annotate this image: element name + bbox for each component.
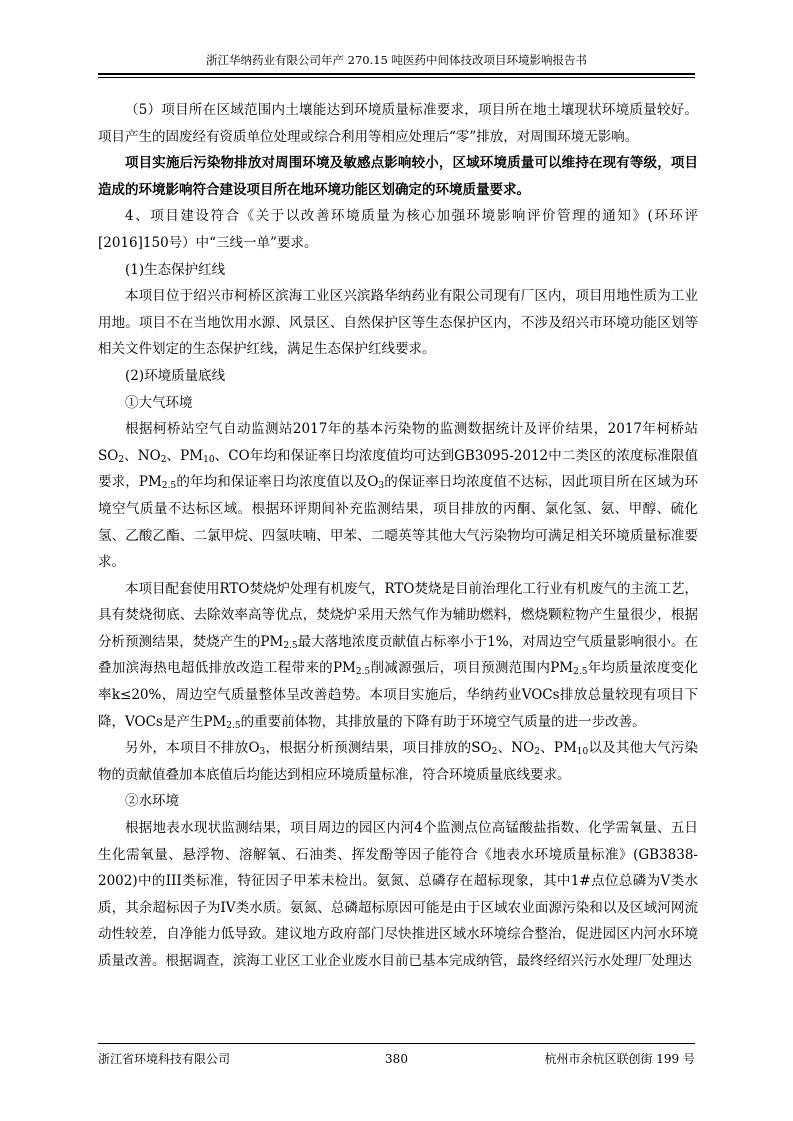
footer-address: 杭州市余杭区联创街 199 号 (544, 1052, 695, 1066)
footer-rule (98, 1043, 695, 1044)
footer-company: 浙江省环境科技有限公司 (98, 1052, 231, 1066)
paragraph-soil: （5）项目所在区域范围内土壤能达到环境质量标准要求，项目所在地土壤现状环境质量较好。项目产生的固废经有资质单位处理或综合利用等相应处理后“零”排放，对周围环境无影响。 (98, 102, 698, 145)
header-rule-thick (98, 73, 695, 75)
heading-ecological-redline: (1)生态保护红线 (125, 261, 226, 278)
heading-water-environment: ②水环境 (125, 793, 179, 810)
body-text (98, 97, 698, 975)
page-number: 380 (385, 1052, 408, 1066)
paragraph-rto: 本项目配套使用RTO焚烧炉处理有机废气，RTO焚烧是目前治理化工行业有机废气的主流工艺，具有焚烧彻底、去除效率高等优点，焚烧炉采用天然气作为辅助燃料，燃烧颗粒物产生量很少，根据分析预测结果，焚烧产生的$PM_{2.5}$最大落地浓度贡献值占标率小于1%，对周边空气质量影响很小。在叠加滨海热电超低排放改造工程带来的$PM_{2.5}$削减源强后，项目预测范围内$PM_{2.5}$年均质量浓度变化率k≤20%，周边空气质量整体呈改善趋势。本项目实施后，华纳药业VOCs排放总量较现有项目下降，VOCs是产生$PM_{2.5}$的重要前体物，其排放量的下降有助于环境空气质量的进一步改善。 (98, 580, 699, 731)
header-rule-thin (98, 77, 695, 78)
heading-quality-baseline: (2)环境质量底线 (125, 367, 226, 384)
paragraph-ecological-redline: 本项目位于绍兴市柯桥区滨海工业区兴滨路华纳药业有限公司现有厂区内，项目用地性质为工业用地。项目不在当地饮用水源、风景区、自然保护区等生态保护区内，不涉及绍兴市环境功能区划等相关文件划定的生态保护红线，满足生态保护红线要求。 (98, 288, 698, 358)
paragraph-water-monitoring: 根据地表水现状监测结果，项目周边的园区内河4个监测点位高锰酸盐指数、化学需氧量、五日生化需氧量、悬浮物、溶解氧、石油类、挥发酚等因子能符合《地表水环境质量标准》(GB3838-2002)中的III类标准，特征因子甲苯未检出。氨氮、总磷存在超标现象，其中1#点位总磷为V类水质，其余超标因子为IV类水质。氨氮、总磷超标原因可能是由于区域农业面源污染和以及区域河网流动性较差，自净能力低导致。建议地方政府部门尽快推进区域水环境综合整治，促进园区内河水环境质量改善。根据调查，滨海工业区工业企业废水目前已基本完成纳管，最终经绍兴污水处理厂处理达 (98, 820, 698, 969)
page-header: 浙江华纳药业有限公司年产 270.15 吨医药中间体技改项目环境影响报告书 (205, 53, 588, 67)
paragraph-conclusion-bold: 项目实施后污染物排放对周围环境及敏感点影响较小，区域环境质量可以维持在现有等级，项目造成的环境影响符合建设项目所在地环境功能区划确定的环境质量要求。 (98, 155, 698, 198)
heading-air-environment: ①大气环境 (125, 394, 193, 411)
paragraph-three-lines: 4、项目建设符合《关于以改善环境质量为核心加强环境影响评价管理的通知》(环环评[2016]150号）中“三线一单”要求。 (98, 208, 698, 251)
paragraph-air-monitoring: 根据柯桥站空气自动监测站2017年的基本污染物的监测数据统计及评价结果，2017年柯桥站$SO_2$、$NO_2$、$PM_{10}$、CO年均和保证率日均浓度值均可达到GB3095-2012中二类区的浓度标准限值要求，$PM_{2.5}$的年均和保证率日均浓度值以及$O_3$的保证率日均浓度值不达标，因此项目所在区域为环境空气质量不达标区域。根据环评期间补充监测结果，项目排放的丙酮、氯化氢、氨、甲醇、硫化氢、乙酸乙酯、二氯甲烷、四氢呋喃、甲苯、二噁英等其他大气污染物均可满足相关环境质量标准要求。 (98, 421, 698, 571)
page-footer (98, 1049, 695, 1069)
paragraph-ozone: 另外，本项目不排放$O_3$，根据分析预测结果，项目排放的$SO_2$、$NO_2$、$PM_{10}$以及其他大气污染物的贡献值叠加本底值后均能达到相应环境质量标准，符合环境质量底线要求。 (98, 740, 698, 783)
